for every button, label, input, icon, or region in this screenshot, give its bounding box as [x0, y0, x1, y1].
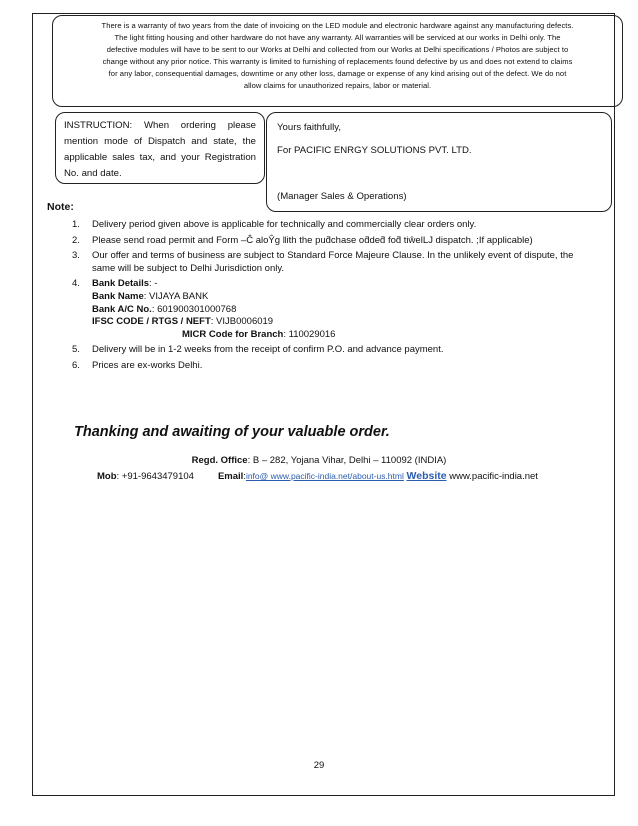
bank-name-row: [92, 291, 592, 304]
instruction-text: INSTRUCTION: When ordering please mention mode of Dispatch and state, the applicable sales tax, and your Registration No. and date.: [64, 120, 256, 179]
warranty-line: There is a warranty of two years from the date of invoicing on the LED module and electronic hardware against any manufacturing defects.: [101, 21, 574, 30]
mob-value: : +91-9643479104: [116, 471, 194, 482]
list-item: [72, 344, 592, 357]
contact-line: [97, 470, 538, 482]
list-item: [72, 360, 592, 373]
regd-office-value: : B – 282, Yojana Vihar, Delhi – 110092 (INDIA): [247, 455, 447, 466]
bank-ifsc-label: IFSC CODE / RTGS / NEFT: [92, 316, 211, 328]
item-number: 3.: [72, 250, 80, 262]
registered-office: [0, 455, 638, 466]
regd-office-label: Regd. Office: [191, 455, 248, 466]
item-text: Prices are ex-works Delhi.: [92, 359, 203, 371]
page-number: 29: [313, 760, 325, 771]
bank-details-item: [72, 278, 592, 341]
email-link[interactable]: info@ www.pacific-india.net/about-us.html: [245, 471, 404, 481]
signature-box: [266, 112, 612, 212]
warranty-line: for any labor, consequential damages, downtime or any other loss, damage or expense of any kind arising out of the defect. We do not: [108, 69, 567, 78]
list-item: [72, 250, 592, 275]
warranty-line: allow claims for unauthorized repairs, labor or material.: [243, 81, 432, 90]
instruction-box: [55, 112, 265, 184]
bank-micr-label: MICR Code for Branch: [182, 328, 284, 340]
email-colon: :: [243, 471, 246, 482]
bank-details-suffix: : -: [149, 278, 158, 290]
warranty-line: The light fitting housing and other hardware do not have any warranty. All warranties will be serviced at our works in Delhi only. The: [114, 33, 561, 42]
website-value: www.pacific-india.net: [446, 471, 538, 482]
item-number: 6.: [72, 359, 80, 371]
list-item: [72, 219, 592, 232]
item-text: Delivery will be in 1-2 weeks from the receipt of confirm P.O. and advance payment.: [92, 344, 444, 356]
bank-account-label: Bank A/C No.: [92, 303, 152, 315]
thanks-message: Thanking and awaiting of your valuable order.: [74, 424, 390, 440]
warranty-notice-box: [52, 15, 623, 107]
item-text: Delivery period given above is applicable for technically and commercially clear orders only.: [92, 219, 477, 230]
note-heading: Note:: [47, 201, 74, 213]
item-text: Please send road permit and Form –Ĉ aloŶg ǁith the puƌchase oƌdeƌ foƌ tiŵelǇ dispatch. ;If applicable): [92, 234, 533, 246]
bank-details-heading: [92, 278, 592, 291]
bank-name-value: : VIJAYA BANK: [143, 290, 209, 302]
warranty-line: defective modules will have to be sent to our Works at Delhi and collected from our Works at Delhi specifications / Photos are subject to: [106, 45, 569, 54]
bank-name-label: Bank Name: [92, 290, 144, 302]
signature-designation: (Manager Sales & Operations): [277, 191, 407, 202]
item-number: 5.: [72, 344, 80, 356]
bank-ifsc-value: : VIJB0006019: [210, 316, 274, 328]
item-number: 1.: [72, 219, 80, 230]
bank-details-title: Bank Details: [92, 278, 150, 290]
signature-company: For PACIFIC ENRGY SOLUTIONS PVT. LTD.: [277, 145, 472, 156]
bank-micr-row: [92, 329, 592, 342]
bank-account-value: : 601900301000768: [151, 303, 237, 315]
item-number: 4.: [72, 278, 80, 290]
mob-label: Mob: [97, 471, 117, 482]
list-item: [72, 235, 592, 248]
bank-ifsc-row: [92, 316, 592, 329]
bank-account-row: [92, 304, 592, 317]
item-number: 2.: [72, 234, 80, 246]
signature-closing: Yours faithfully,: [277, 122, 341, 133]
notes-list: [72, 219, 592, 376]
item-text: Our offer and terms of business are subject to Standard Force Majeure Clause. In the unlikely event of dispute, the same will be subject to Delhi Jurisdiction only.: [92, 250, 574, 274]
email-label: Email: [217, 471, 244, 482]
bank-micr-value: : 110029016: [283, 328, 336, 340]
warranty-line: change without any prior notice. This warranty is limited to furnishing of replacements found defective by us and does not extend to claims: [102, 57, 573, 66]
website-label[interactable]: Website: [406, 470, 447, 482]
